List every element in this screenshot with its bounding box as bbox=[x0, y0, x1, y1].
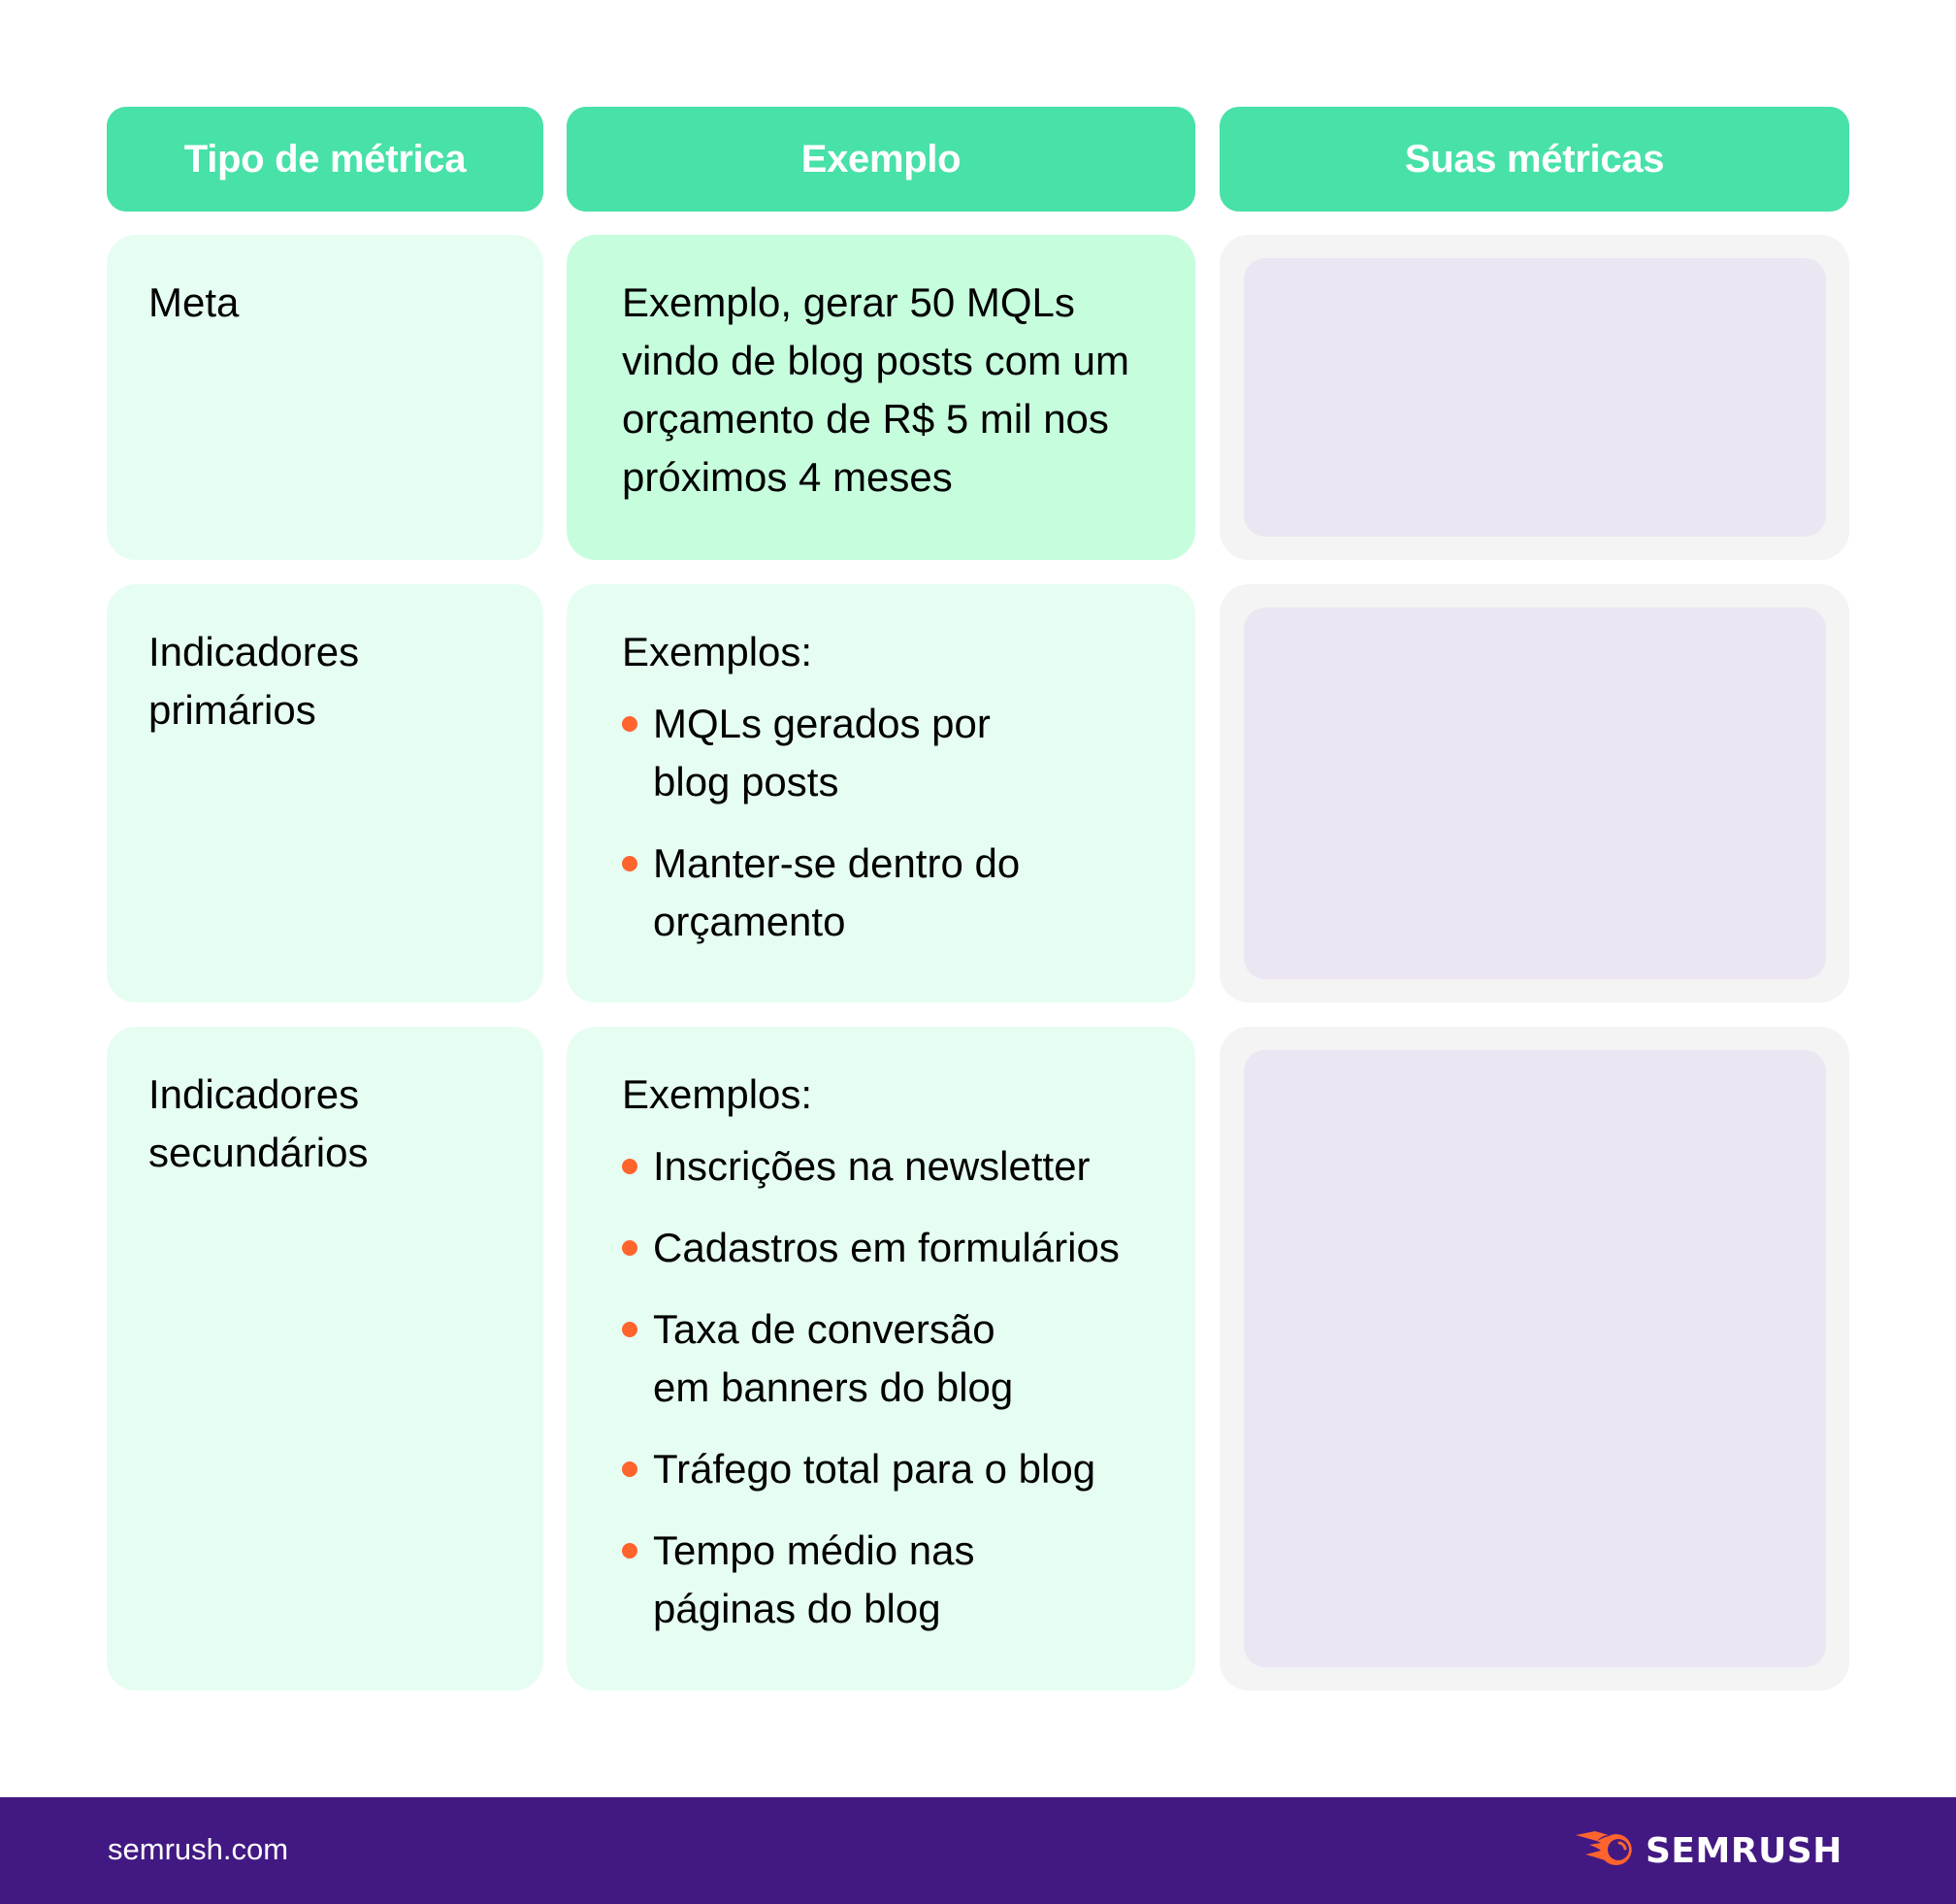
row-secondary-your-metrics-cell bbox=[1220, 1027, 1849, 1691]
header-exemplo bbox=[567, 107, 1195, 212]
bullet-dot-icon bbox=[622, 1159, 637, 1174]
header-tipo-de-metrica bbox=[107, 107, 543, 212]
list-item: Manter-se dentro do orçamento bbox=[622, 835, 1049, 951]
bullet-dot-icon bbox=[622, 1543, 637, 1559]
example-title: Exemplos: bbox=[622, 1071, 813, 1117]
header-suas-metricas bbox=[1220, 107, 1849, 212]
row-primary-example-cell bbox=[567, 584, 1195, 1002]
footer-bar bbox=[0, 1797, 1956, 1904]
example-block bbox=[622, 1066, 1185, 1661]
row-secondary-example-cell bbox=[567, 1027, 1195, 1691]
bullet-dot-icon bbox=[622, 1322, 637, 1337]
row-secondary-type-cell bbox=[107, 1027, 543, 1691]
semrush-wordmark: SEMRUSH bbox=[1646, 1830, 1842, 1871]
semrush-fireball-icon bbox=[1576, 1831, 1632, 1871]
list-item: Tráfego total para o blog bbox=[622, 1440, 1185, 1498]
bullet-dot-icon bbox=[622, 856, 637, 871]
your-metrics-input-area[interactable] bbox=[1244, 258, 1826, 537]
list-item: Cadastros em formulários bbox=[622, 1219, 1185, 1277]
metric-type-label: Meta bbox=[148, 279, 240, 325]
example-block bbox=[622, 623, 1049, 974]
header-label: Exemplo bbox=[800, 137, 962, 181]
row-meta-example-cell bbox=[567, 235, 1195, 560]
list-item: Taxa de conversão em banners do blog bbox=[622, 1300, 1060, 1417]
header-label: Suas métricas bbox=[1404, 137, 1665, 181]
header-label: Tipo de métrica bbox=[183, 137, 467, 181]
your-metrics-input-area[interactable] bbox=[1244, 607, 1826, 979]
list-item: Inscrições na newsletter bbox=[622, 1137, 1185, 1196]
example-text: Exemplo, gerar 50 MQLs vindo de blog posts com um orçamento de R$ 5 mil nos próximos 4 meses bbox=[622, 279, 1129, 500]
example-list bbox=[622, 695, 1049, 951]
row-primary-your-metrics-cell bbox=[1220, 584, 1849, 1002]
list-item: MQLs gerados por blog posts bbox=[622, 695, 1049, 811]
row-meta-your-metrics-cell bbox=[1220, 235, 1849, 560]
bullet-dot-icon bbox=[622, 716, 637, 732]
footer-url: semrush.com bbox=[108, 1832, 289, 1866]
example-title: Exemplos: bbox=[622, 629, 813, 674]
your-metrics-input-area[interactable] bbox=[1244, 1050, 1826, 1667]
row-meta-type-cell bbox=[107, 235, 543, 560]
example-list bbox=[622, 1137, 1185, 1638]
bullet-dot-icon bbox=[622, 1461, 637, 1477]
metric-type-label: Indicadores primários bbox=[148, 629, 360, 733]
metric-type-label: Indicadores secundários bbox=[148, 1071, 369, 1175]
row-primary-type-cell bbox=[107, 584, 543, 1002]
list-item: Tempo médio nas páginas do blog bbox=[622, 1522, 1041, 1638]
semrush-logo bbox=[1576, 1826, 1842, 1875]
bullet-dot-icon bbox=[622, 1240, 637, 1256]
